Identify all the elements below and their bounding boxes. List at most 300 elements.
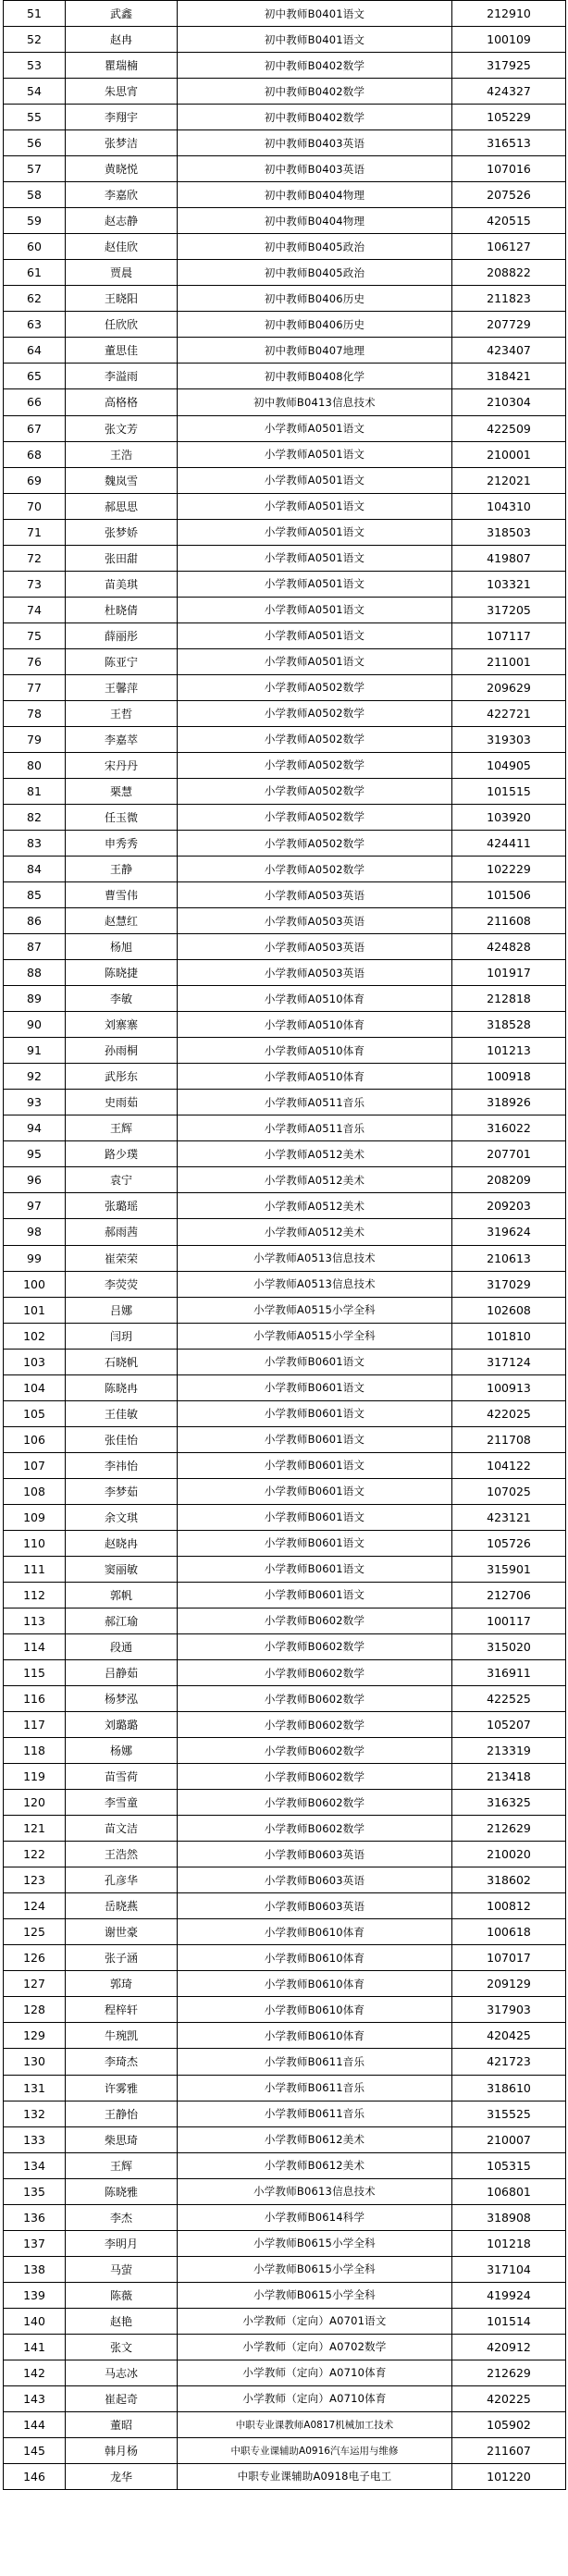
- exam-ticket-number-cell: 101917: [452, 960, 566, 986]
- candidate-name-cell: 苗美琪: [66, 571, 178, 597]
- applied-position-cell: 小学教师B0602数学: [178, 1608, 452, 1633]
- row-number-cell: 95: [4, 1141, 66, 1167]
- exam-ticket-number-cell: 317205: [452, 597, 566, 622]
- table-row: [4, 1167, 566, 1193]
- candidate-name-cell: 李荧荧: [66, 1271, 178, 1297]
- applied-position-cell: 小学教师（定向）A0702数学: [178, 2334, 452, 2360]
- applied-position-cell: 小学教师A0511音乐: [178, 1090, 452, 1115]
- applied-position-cell: 小学教师A0512美术: [178, 1219, 452, 1245]
- row-number-cell: 54: [4, 79, 66, 105]
- exam-ticket-number-cell: 210304: [452, 389, 566, 415]
- row-number-cell: 145: [4, 2437, 66, 2463]
- row-number-cell: 100: [4, 1271, 66, 1297]
- table-row: [4, 1141, 566, 1167]
- row-number-cell: 139: [4, 2282, 66, 2308]
- table-row: [4, 908, 566, 934]
- applied-position-cell: 小学教师B0602数学: [178, 1712, 452, 1738]
- table-row: [4, 1790, 566, 1816]
- applied-position-cell: 小学教师B0602数学: [178, 1816, 452, 1842]
- table-row: [4, 2437, 566, 2463]
- exam-ticket-number-cell: 107017: [452, 1945, 566, 1971]
- candidate-name-cell: 杨梦泓: [66, 1686, 178, 1712]
- applied-position-cell: 小学教师B0615小学全科: [178, 2282, 452, 2308]
- candidate-name-cell: 苗文洁: [66, 1816, 178, 1842]
- row-number-cell: 102: [4, 1323, 66, 1349]
- exam-ticket-number-cell: 211608: [452, 908, 566, 934]
- applied-position-cell: 小学教师A0510体育: [178, 1064, 452, 1090]
- row-number-cell: 127: [4, 1971, 66, 1997]
- exam-ticket-number-cell: 212629: [452, 1816, 566, 1842]
- applied-position-cell: 初中教师B0403英语: [178, 156, 452, 182]
- candidate-name-cell: 薛丽彤: [66, 622, 178, 648]
- table-row: [4, 674, 566, 700]
- table-row: [4, 986, 566, 1012]
- applied-position-cell: 小学教师B0611音乐: [178, 2075, 452, 2101]
- row-number-cell: 58: [4, 182, 66, 208]
- exam-ticket-number-cell: 423121: [452, 1504, 566, 1530]
- exam-ticket-number-cell: 315901: [452, 1556, 566, 1582]
- row-number-cell: 119: [4, 1764, 66, 1790]
- candidate-name-cell: 赵冉: [66, 27, 178, 53]
- candidate-name-cell: 郭琦: [66, 1971, 178, 1997]
- applied-position-cell: 小学教师A0502数学: [178, 726, 452, 752]
- table-row: [4, 415, 566, 441]
- candidate-name-cell: 岳晓燕: [66, 1893, 178, 1919]
- row-number-cell: 57: [4, 156, 66, 182]
- applied-position-cell: 小学教师B0601语文: [178, 1582, 452, 1608]
- candidate-name-cell: 段通: [66, 1633, 178, 1659]
- candidate-name-cell: 吕静茹: [66, 1660, 178, 1686]
- applied-position-cell: 小学教师A0515小学全科: [178, 1297, 452, 1323]
- candidate-name-cell: 赵慧红: [66, 908, 178, 934]
- candidate-name-cell: 许雾雅: [66, 2075, 178, 2101]
- exam-ticket-number-cell: 105207: [452, 1712, 566, 1738]
- candidate-name-cell: 张梦洁: [66, 130, 178, 156]
- candidate-name-cell: 孙雨桐: [66, 1038, 178, 1064]
- candidate-name-cell: 王馨萍: [66, 674, 178, 700]
- candidate-name-cell: 武彤东: [66, 1064, 178, 1090]
- exam-ticket-number-cell: 100109: [452, 27, 566, 53]
- exam-ticket-number-cell: 212910: [452, 1, 566, 27]
- applied-position-cell: 小学教师B0612美术: [178, 2152, 452, 2178]
- exam-ticket-number-cell: 210001: [452, 441, 566, 467]
- row-number-cell: 123: [4, 1867, 66, 1893]
- applied-position-cell: 初中教师B0402数学: [178, 79, 452, 105]
- applied-position-cell: 中职专业课教师A0817机械加工技术: [178, 2411, 452, 2437]
- exam-ticket-number-cell: 317104: [452, 2256, 566, 2282]
- candidate-name-cell: 陈晓捷: [66, 960, 178, 986]
- candidate-name-cell: 陈亚宁: [66, 648, 178, 674]
- row-number-cell: 112: [4, 1582, 66, 1608]
- applied-position-cell: 初中教师B0413信息技术: [178, 389, 452, 415]
- table-row: [4, 1090, 566, 1115]
- candidate-name-cell: 张文芳: [66, 415, 178, 441]
- row-number-cell: 114: [4, 1633, 66, 1659]
- row-number-cell: 83: [4, 831, 66, 857]
- exam-ticket-number-cell: 101218: [452, 2230, 566, 2256]
- row-number-cell: 79: [4, 726, 66, 752]
- applied-position-cell: 小学教师（定向）A0710体育: [178, 2385, 452, 2411]
- table-row: [4, 1842, 566, 1867]
- exam-ticket-number-cell: 105902: [452, 2411, 566, 2437]
- row-number-cell: 62: [4, 286, 66, 312]
- exam-ticket-number-cell: 106801: [452, 2178, 566, 2204]
- candidate-name-cell: 袁宁: [66, 1167, 178, 1193]
- candidate-name-cell: 杨旭: [66, 934, 178, 960]
- table-row: [4, 2023, 566, 2049]
- table-row: [4, 467, 566, 493]
- exam-ticket-number-cell: 210007: [452, 2126, 566, 2152]
- candidate-name-cell: 赵志静: [66, 208, 178, 234]
- candidate-name-cell: 武鑫: [66, 1, 178, 27]
- row-number-cell: 89: [4, 986, 66, 1012]
- table-row: [4, 1530, 566, 1556]
- exam-ticket-number-cell: 316022: [452, 1115, 566, 1141]
- exam-ticket-number-cell: 106127: [452, 234, 566, 260]
- candidate-name-cell: 张田甜: [66, 545, 178, 571]
- exam-ticket-number-cell: 422025: [452, 1400, 566, 1426]
- table-row: [4, 2463, 566, 2489]
- candidate-name-cell: 张梦娇: [66, 519, 178, 545]
- exam-ticket-number-cell: 315525: [452, 2101, 566, 2126]
- exam-ticket-number-cell: 107025: [452, 1478, 566, 1504]
- candidate-name-cell: 宋丹丹: [66, 752, 178, 778]
- exam-ticket-number-cell: 212629: [452, 2360, 566, 2385]
- candidate-name-cell: 王浩: [66, 441, 178, 467]
- applied-position-cell: 小学教师B0613信息技术: [178, 2178, 452, 2204]
- exam-ticket-number-cell: 318610: [452, 2075, 566, 2101]
- table-row: [4, 2411, 566, 2437]
- table-row: [4, 1115, 566, 1141]
- table-row: [4, 493, 566, 519]
- candidate-name-cell: 王哲: [66, 700, 178, 726]
- exam-ticket-number-cell: 207526: [452, 182, 566, 208]
- table-row: [4, 1452, 566, 1478]
- table-row: [4, 389, 566, 415]
- table-row: [4, 2256, 566, 2282]
- table-row: [4, 1945, 566, 1971]
- exam-ticket-number-cell: 319624: [452, 1219, 566, 1245]
- row-number-cell: 107: [4, 1452, 66, 1478]
- row-number-cell: 144: [4, 2411, 66, 2437]
- row-number-cell: 133: [4, 2126, 66, 2152]
- row-number-cell: 122: [4, 1842, 66, 1867]
- exam-ticket-number-cell: 207729: [452, 312, 566, 338]
- table-row: [4, 1556, 566, 1582]
- applied-position-cell: 小学教师B0612美术: [178, 2126, 452, 2152]
- row-number-cell: 111: [4, 1556, 66, 1582]
- row-number-cell: 84: [4, 857, 66, 882]
- table-row: [4, 1374, 566, 1400]
- exam-ticket-number-cell: 209129: [452, 1971, 566, 1997]
- table-row: [4, 156, 566, 182]
- row-number-cell: 85: [4, 882, 66, 908]
- exam-ticket-number-cell: 213418: [452, 1764, 566, 1790]
- table-row: [4, 1323, 566, 1349]
- exam-ticket-number-cell: 318421: [452, 364, 566, 389]
- candidate-name-cell: 杜晓倩: [66, 597, 178, 622]
- table-row: [4, 1971, 566, 1997]
- table-row: [4, 312, 566, 338]
- table-row: [4, 571, 566, 597]
- row-number-cell: 113: [4, 1608, 66, 1633]
- table-row: [4, 597, 566, 622]
- applied-position-cell: 小学教师B0602数学: [178, 1633, 452, 1659]
- candidate-name-cell: 路少璞: [66, 1141, 178, 1167]
- row-number-cell: 63: [4, 312, 66, 338]
- row-number-cell: 120: [4, 1790, 66, 1816]
- table-row: [4, 1608, 566, 1633]
- candidate-name-cell: 孔彦华: [66, 1867, 178, 1893]
- applied-position-cell: 初中教师B0407地理: [178, 338, 452, 364]
- row-number-cell: 109: [4, 1504, 66, 1530]
- row-number-cell: 64: [4, 338, 66, 364]
- table-row: [4, 260, 566, 286]
- applied-position-cell: 小学教师A0501语文: [178, 493, 452, 519]
- exam-ticket-number-cell: 209629: [452, 674, 566, 700]
- applied-position-cell: 小学教师B0602数学: [178, 1790, 452, 1816]
- applied-position-cell: 小学教师B0610体育: [178, 1997, 452, 2023]
- table-row: [4, 2385, 566, 2411]
- candidate-name-cell: 张佳怡: [66, 1426, 178, 1452]
- candidate-name-cell: 陈薇: [66, 2282, 178, 2308]
- row-number-cell: 140: [4, 2308, 66, 2334]
- exam-ticket-number-cell: 208209: [452, 1167, 566, 1193]
- applied-position-cell: 小学教师B0611音乐: [178, 2049, 452, 2075]
- table-row: [4, 1038, 566, 1064]
- table-row: [4, 857, 566, 882]
- candidate-name-cell: 陈晓雅: [66, 2178, 178, 2204]
- exam-ticket-number-cell: 100918: [452, 1064, 566, 1090]
- exam-ticket-number-cell: 211001: [452, 648, 566, 674]
- table-row: [4, 2334, 566, 2360]
- table-row: [4, 1764, 566, 1790]
- applied-position-cell: 初中教师B0404物理: [178, 182, 452, 208]
- exam-ticket-number-cell: 107016: [452, 156, 566, 182]
- row-number-cell: 80: [4, 752, 66, 778]
- table-row: [4, 1426, 566, 1452]
- row-number-cell: 124: [4, 1893, 66, 1919]
- exam-ticket-number-cell: 318503: [452, 519, 566, 545]
- candidate-name-cell: 赵晓冉: [66, 1530, 178, 1556]
- table-row: [4, 338, 566, 364]
- row-number-cell: 86: [4, 908, 66, 934]
- candidate-name-cell: 魏岚雪: [66, 467, 178, 493]
- table-row: [4, 2230, 566, 2256]
- exam-ticket-number-cell: 317124: [452, 1349, 566, 1374]
- row-number-cell: 96: [4, 1167, 66, 1193]
- candidate-name-cell: 赵佳欣: [66, 234, 178, 260]
- table-row: [4, 1997, 566, 2023]
- row-number-cell: 118: [4, 1738, 66, 1764]
- exam-ticket-number-cell: 316911: [452, 1660, 566, 1686]
- candidate-name-cell: 王浩然: [66, 1842, 178, 1867]
- row-number-cell: 142: [4, 2360, 66, 2385]
- exam-ticket-number-cell: 103920: [452, 804, 566, 830]
- applied-position-cell: 小学教师B0615小学全科: [178, 2256, 452, 2282]
- exam-ticket-number-cell: 102608: [452, 1297, 566, 1323]
- candidate-name-cell: 申秀秀: [66, 831, 178, 857]
- row-number-cell: 129: [4, 2023, 66, 2049]
- row-number-cell: 110: [4, 1530, 66, 1556]
- candidate-name-cell: 王晓阳: [66, 286, 178, 312]
- exam-ticket-number-cell: 424828: [452, 934, 566, 960]
- table-row: [4, 1893, 566, 1919]
- exam-ticket-number-cell: 213319: [452, 1738, 566, 1764]
- exam-ticket-number-cell: 212818: [452, 986, 566, 1012]
- applied-position-cell: 小学教师A0512美术: [178, 1167, 452, 1193]
- applied-position-cell: 小学教师A0502数学: [178, 804, 452, 830]
- row-number-cell: 137: [4, 2230, 66, 2256]
- candidate-name-cell: 李溢雨: [66, 364, 178, 389]
- applied-position-cell: 小学教师B0601语文: [178, 1478, 452, 1504]
- applied-position-cell: 小学教师（定向）A0701语文: [178, 2308, 452, 2334]
- candidate-name-cell: 王辉: [66, 2152, 178, 2178]
- row-number-cell: 53: [4, 53, 66, 79]
- exam-ticket-number-cell: 210020: [452, 1842, 566, 1867]
- exam-ticket-number-cell: 100812: [452, 1893, 566, 1919]
- row-number-cell: 105: [4, 1400, 66, 1426]
- applied-position-cell: 小学教师A0512美术: [178, 1193, 452, 1219]
- table-row: [4, 622, 566, 648]
- candidate-name-cell: 李杰: [66, 2204, 178, 2230]
- table-row: [4, 1919, 566, 1945]
- candidate-name-cell: 龙华: [66, 2463, 178, 2489]
- exam-ticket-number-cell: 105726: [452, 1530, 566, 1556]
- table-row: [4, 1245, 566, 1271]
- table-row: [4, 648, 566, 674]
- candidate-name-cell: 苗雪荷: [66, 1764, 178, 1790]
- applied-position-cell: 小学教师A0502数学: [178, 674, 452, 700]
- row-number-cell: 115: [4, 1660, 66, 1686]
- candidate-name-cell: 吕娜: [66, 1297, 178, 1323]
- exam-ticket-number-cell: 315020: [452, 1633, 566, 1659]
- exam-ticket-number-cell: 101213: [452, 1038, 566, 1064]
- applied-position-cell: 小学教师A0501语文: [178, 648, 452, 674]
- row-number-cell: 97: [4, 1193, 66, 1219]
- candidate-name-cell: 赵艳: [66, 2308, 178, 2334]
- table-row: [4, 2101, 566, 2126]
- table-row: [4, 2308, 566, 2334]
- applied-position-cell: 小学教师B0603英语: [178, 1893, 452, 1919]
- row-number-cell: 71: [4, 519, 66, 545]
- table-row: [4, 934, 566, 960]
- candidate-name-cell: 任玉微: [66, 804, 178, 830]
- applied-position-cell: 小学教师B0601语文: [178, 1349, 452, 1374]
- exam-ticket-number-cell: 101514: [452, 2308, 566, 2334]
- applied-position-cell: 小学教师B0610体育: [178, 1945, 452, 1971]
- candidate-name-cell: 郝雨茜: [66, 1219, 178, 1245]
- table-row: [4, 2282, 566, 2308]
- applied-position-cell: 小学教师A0501语文: [178, 519, 452, 545]
- exam-ticket-number-cell: 100117: [452, 1608, 566, 1633]
- applied-position-cell: 小学教师B0614科学: [178, 2204, 452, 2230]
- table-row: [4, 1660, 566, 1686]
- candidate-name-cell: 瞿瑞楠: [66, 53, 178, 79]
- candidate-name-cell: 贾晨: [66, 260, 178, 286]
- row-number-cell: 51: [4, 1, 66, 27]
- applied-position-cell: 小学教师B0610体育: [178, 1971, 452, 1997]
- exam-ticket-number-cell: 209203: [452, 1193, 566, 1219]
- candidate-name-cell: 程梓轩: [66, 1997, 178, 2023]
- table-row: [4, 2075, 566, 2101]
- table-row: [4, 2049, 566, 2075]
- row-number-cell: 70: [4, 493, 66, 519]
- exam-ticket-number-cell: 100913: [452, 1374, 566, 1400]
- table-row: [4, 1064, 566, 1090]
- exam-ticket-number-cell: 100618: [452, 1919, 566, 1945]
- row-number-cell: 106: [4, 1426, 66, 1452]
- table-row: [4, 2152, 566, 2178]
- exam-ticket-number-cell: 318528: [452, 1012, 566, 1038]
- table-row: [4, 2126, 566, 2152]
- row-number-cell: 101: [4, 1297, 66, 1323]
- exam-ticket-number-cell: 102229: [452, 857, 566, 882]
- exam-ticket-number-cell: 420425: [452, 2023, 566, 2049]
- table-row: [4, 27, 566, 53]
- candidate-name-cell: 牛琬凯: [66, 2023, 178, 2049]
- exam-ticket-number-cell: 318926: [452, 1090, 566, 1115]
- table-row: [4, 1219, 566, 1245]
- exam-ticket-number-cell: 318908: [452, 2204, 566, 2230]
- applied-position-cell: 初中教师B0402数学: [178, 53, 452, 79]
- exam-ticket-number-cell: 211708: [452, 1426, 566, 1452]
- candidate-name-cell: 张文: [66, 2334, 178, 2360]
- row-number-cell: 103: [4, 1349, 66, 1374]
- row-number-cell: 108: [4, 1478, 66, 1504]
- candidate-name-cell: 张璐瑶: [66, 1193, 178, 1219]
- applied-position-cell: 小学教师B0602数学: [178, 1764, 452, 1790]
- table-row: [4, 1686, 566, 1712]
- applied-position-cell: 小学教师B0601语文: [178, 1504, 452, 1530]
- row-number-cell: 135: [4, 2178, 66, 2204]
- applied-position-cell: 小学教师A0501语文: [178, 467, 452, 493]
- candidate-name-cell: 任欣欣: [66, 312, 178, 338]
- exam-ticket-number-cell: 420912: [452, 2334, 566, 2360]
- exam-ticket-number-cell: 105315: [452, 2152, 566, 2178]
- applied-position-cell: 小学教师A0512美术: [178, 1141, 452, 1167]
- table-row: [4, 130, 566, 156]
- applied-position-cell: 初中教师B0406历史: [178, 312, 452, 338]
- applied-position-cell: 小学教师A0502数学: [178, 831, 452, 857]
- row-number-cell: 93: [4, 1090, 66, 1115]
- exam-ticket-number-cell: 424411: [452, 831, 566, 857]
- table-row: [4, 105, 566, 130]
- applied-position-cell: 小学教师A0510体育: [178, 1012, 452, 1038]
- table-row: [4, 286, 566, 312]
- row-number-cell: 69: [4, 467, 66, 493]
- applied-position-cell: 小学教师A0503英语: [178, 934, 452, 960]
- applied-position-cell: 初中教师B0408化学: [178, 364, 452, 389]
- candidate-name-cell: 杨娜: [66, 1738, 178, 1764]
- exam-ticket-number-cell: 101506: [452, 882, 566, 908]
- applied-position-cell: 小学教师A0502数学: [178, 700, 452, 726]
- row-number-cell: 132: [4, 2101, 66, 2126]
- row-number-cell: 138: [4, 2256, 66, 2282]
- table-row: [4, 441, 566, 467]
- exam-ticket-number-cell: 422525: [452, 1686, 566, 1712]
- row-number-cell: 125: [4, 1919, 66, 1945]
- applied-position-cell: 中职专业课辅助A0916汽车运用与维修: [178, 2437, 452, 2463]
- candidate-name-cell: 董昭: [66, 2411, 178, 2437]
- candidate-name-cell: 谢世豪: [66, 1919, 178, 1945]
- row-number-cell: 65: [4, 364, 66, 389]
- table-row: [4, 2178, 566, 2204]
- candidate-name-cell: 李嘉萃: [66, 726, 178, 752]
- table-row: [4, 700, 566, 726]
- candidate-name-cell: 闫玥: [66, 1323, 178, 1349]
- exam-ticket-number-cell: 424327: [452, 79, 566, 105]
